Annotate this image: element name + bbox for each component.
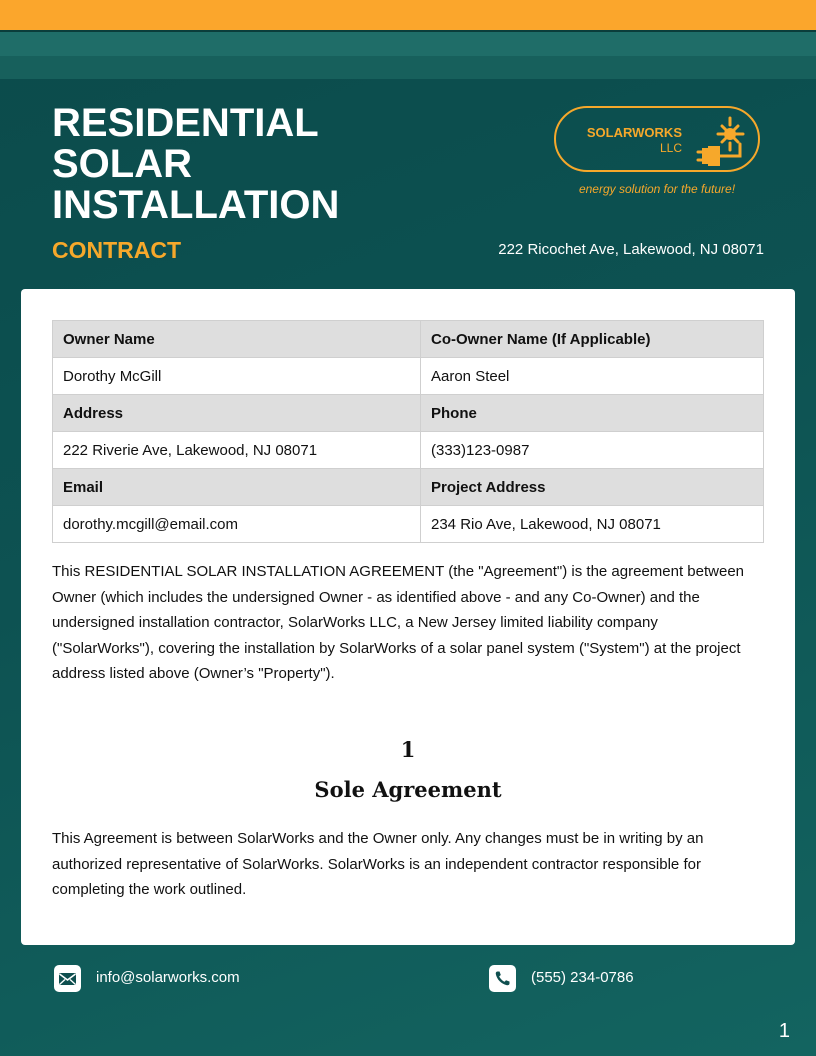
table-header-cell: Email xyxy=(53,469,421,506)
owner-info-table xyxy=(52,320,764,543)
logo-suffix: LLC xyxy=(659,141,682,155)
phone-icon xyxy=(489,965,516,992)
company-logo xyxy=(554,106,760,172)
table-cell: 234 Rio Ave, Lakewood, NJ 08071 xyxy=(421,506,764,543)
company-address: 222 Ricochet Ave, Lakewood, NJ 08071 xyxy=(498,241,764,258)
section-number: 1 xyxy=(400,737,416,762)
solar-plug-icon xyxy=(692,114,748,166)
table-cell: (333)123-0987 xyxy=(421,432,764,469)
envelope-icon xyxy=(54,965,81,992)
title-line: RESIDENTIAL xyxy=(52,101,319,145)
table-header-cell: Project Address xyxy=(421,469,764,506)
section-title: Sole Agreement xyxy=(314,777,502,802)
title-line: INSTALLATION xyxy=(52,183,340,227)
top-band-lower xyxy=(0,56,816,79)
logo-name: SOLARWORKS xyxy=(586,125,682,140)
table-row xyxy=(53,506,764,543)
top-accent-bar xyxy=(0,0,816,30)
document-subtitle: CONTRACT xyxy=(52,237,182,263)
table-header-row xyxy=(53,395,764,432)
table-cell: Aaron Steel xyxy=(421,358,764,395)
table-cell: Dorothy McGill xyxy=(53,358,421,395)
footer-phone[interactable]: (555) 234-0786 xyxy=(531,969,634,986)
table-cell: 222 Riverie Ave, Lakewood, NJ 08071 xyxy=(53,432,421,469)
table-header-cell: Address xyxy=(53,395,421,432)
logo-tagline: energy solution for the future! xyxy=(578,182,736,196)
section-body: This Agreement is between SolarWorks and the Owner only. Any changes must be in writing by an authorized representative of SolarWorks. SolarWorks is an independent contractor responsible for completing the work outlined. xyxy=(52,830,704,899)
table-row xyxy=(53,432,764,469)
table-header-cell: Phone xyxy=(421,395,764,432)
table-cell: dorothy.mcgill@email.com xyxy=(53,506,421,543)
footer-email[interactable]: info@solarworks.com xyxy=(96,969,240,986)
top-band xyxy=(0,32,816,56)
intro-paragraph: This RESIDENTIAL SOLAR INSTALLATION AGREEMENT (the "Agreement") is the agreement between Owner (which includes the undersigned Owner - as identified above - and any Co-Owner) and the undersigned installation contractor, SolarWorks LLC, a New Jersey limited liability company ("SolarWorks"), covering the installation by SolarWorks of a solar panel system ("System") at the project address listed above (Owner’s "Property"). xyxy=(52,563,745,683)
title-line: SOLAR xyxy=(52,142,192,186)
table-header-row xyxy=(53,469,764,506)
document-title xyxy=(52,103,339,226)
table-header-cell: Co-Owner Name (If Applicable) xyxy=(421,321,764,358)
table-header-cell: Owner Name xyxy=(53,321,421,358)
table-header-row xyxy=(53,321,764,358)
table-row xyxy=(53,358,764,395)
contract-card xyxy=(21,289,795,945)
page-number: 1 xyxy=(778,1020,790,1042)
